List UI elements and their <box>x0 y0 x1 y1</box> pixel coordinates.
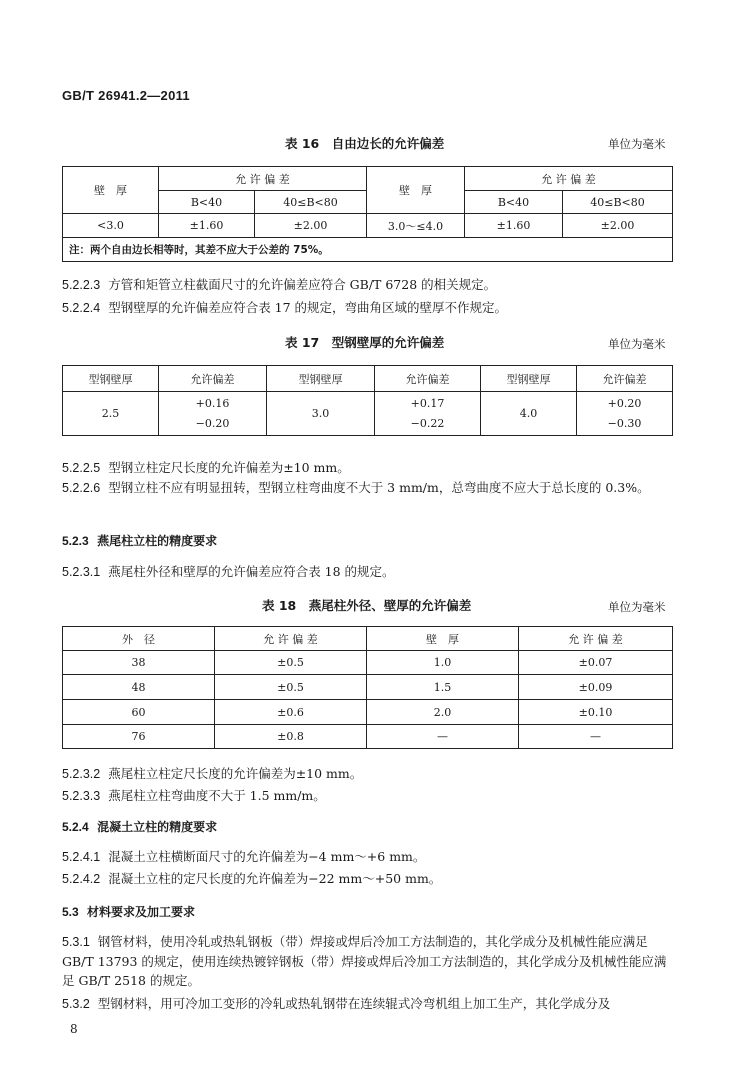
table17-dev-plus: +0.16 <box>195 396 230 410</box>
clause-5-2-2-3 <box>62 275 674 295</box>
table17-head-dev: 允许偏差 <box>375 366 481 392</box>
section-title: 材料要求及加工要求 <box>87 905 196 919</box>
table17 <box>62 365 673 436</box>
clause-text: 型钢材料，用可冷加工变形的冷轧或热轧钢带在连续辊式冷弯机组上加工生产，其化学成分及 <box>97 996 611 1011</box>
table18-cell: ±0.07 <box>519 651 673 675</box>
table16-head-dev-2: 允 许 偏 差 <box>465 167 673 191</box>
table16-cell: 3.0～≤4.0 <box>367 214 465 238</box>
clause-text: 钢管材料，使用冷轧或热轧钢板（带）焊接或焊后冷加工方法制造的，其化学成分及机械性能应满足 GB/T 13793 的规定，使用连续热镀锌钢板（带）焊接或焊后冷加工方法制造的，其化学成分及机械性能应满足 GB/T 2518 的规定。 <box>62 934 667 988</box>
table-row <box>63 700 673 725</box>
table16-head-b1-2: B<40 <box>465 191 563 214</box>
section-number: 5.3 <box>62 905 79 919</box>
clause-5-2-2-4 <box>62 298 674 318</box>
table16-cell: ±1.60 <box>465 214 563 238</box>
clause-number: 5.2.3.1 <box>62 565 101 579</box>
table18-cell: 1.0 <box>367 651 519 675</box>
clause-text: 方管和矩管立柱截面尺寸的允许偏差应符合 GB/T 6728 的相关规定。 <box>108 277 497 292</box>
section-5-2-3 <box>62 532 217 549</box>
table17-wall: 4.0 <box>481 392 577 436</box>
table16-head-wall-1: 壁 厚 <box>63 167 159 214</box>
table18-header: 允 许 偏 差 <box>519 627 673 651</box>
clause-number: 5.2.4.2 <box>62 872 101 886</box>
table18-cell: ±0.5 <box>215 675 367 700</box>
table18-cell: 2.0 <box>367 700 519 725</box>
table16-head-b1: B<40 <box>159 191 255 214</box>
table16-head-b2-2: 40≤B<80 <box>563 191 673 214</box>
clause-5-2-4-1 <box>62 847 674 867</box>
clause-text: 混凝土立柱的定尺长度的允许偏差为−22 mm～+50 mm。 <box>108 871 442 886</box>
clause-number: 5.2.2.6 <box>62 481 101 495</box>
table17-head-wall: 型钢壁厚 <box>63 366 159 392</box>
table18-cell: 1.5 <box>367 675 519 700</box>
table18-cell: ±0.8 <box>215 725 367 749</box>
table-row <box>63 725 673 749</box>
table18-cell: 48 <box>63 675 215 700</box>
section-title: 混凝土立柱的精度要求 <box>97 820 218 834</box>
table18-header: 允 许 偏 差 <box>215 627 367 651</box>
table17-dev <box>577 392 673 436</box>
table17-wall: 2.5 <box>63 392 159 436</box>
clause-number: 5.2.4.1 <box>62 850 101 864</box>
standard-header: GB/T 26941.2—2011 <box>62 88 190 103</box>
clause-5-2-3-2 <box>62 764 674 784</box>
table18-header: 壁 厚 <box>367 627 519 651</box>
table18-cell: — <box>367 725 519 749</box>
clause-number: 5.2.2.4 <box>62 301 101 315</box>
clause-text: 燕尾柱立柱定尺长度的允许偏差为±10 mm。 <box>108 766 363 781</box>
table17-wall: 3.0 <box>267 392 375 436</box>
table18-cell: ±0.5 <box>215 651 367 675</box>
table-row <box>63 675 673 700</box>
clause-text: 混凝土立柱横断面尺寸的允许偏差为−4 mm～+6 mm。 <box>108 849 426 864</box>
clause-number: 5.2.3.2 <box>62 767 101 781</box>
section-number: 5.2.4 <box>62 820 89 834</box>
table17-dev <box>159 392 267 436</box>
table17-dev-plus: +0.17 <box>410 396 445 410</box>
table18-cell: 76 <box>63 725 215 749</box>
table17-caption: 表 17 型钢壁厚的允许偏差 <box>285 335 445 350</box>
table18-cell: 38 <box>63 651 215 675</box>
clause-number: 5.2.2.5 <box>62 461 101 475</box>
table16-unit: 单位为毫米 <box>608 137 666 151</box>
table18-cell: — <box>519 725 673 749</box>
table16-caption: 表 16 自由边长的允许偏差 <box>285 136 445 151</box>
table18 <box>62 626 673 749</box>
table18-cell: ±0.10 <box>519 700 673 725</box>
section-title: 燕尾柱立柱的精度要求 <box>97 534 218 548</box>
table17-head-wall: 型钢壁厚 <box>481 366 577 392</box>
section-5-3 <box>62 903 195 920</box>
table16 <box>62 166 673 262</box>
clause-5-2-4-2 <box>62 869 674 889</box>
clause-number: 5.3.1 <box>62 935 90 949</box>
table16-head-wall-2: 壁 厚 <box>367 167 465 214</box>
clause-text: 型钢立柱不应有明显扭转，型钢立柱弯曲度不大于 3 mm/m，总弯曲度不应大于总长度的 0.3%。 <box>108 480 650 495</box>
clause-5-2-3-1 <box>62 562 674 582</box>
clause-5-2-3-3 <box>62 786 674 806</box>
table18-header: 外 径 <box>63 627 215 651</box>
table-row <box>63 651 673 675</box>
clause-text: 型钢壁厚的允许偏差应符合表 17 的规定，弯曲角区域的壁厚不作规定。 <box>108 300 508 315</box>
table16-cell: <3.0 <box>63 214 159 238</box>
clause-text: 燕尾柱外径和壁厚的允许偏差应符合表 18 的规定。 <box>108 564 395 579</box>
table17-dev-plus: +0.20 <box>607 396 642 410</box>
section-number: 5.2.3 <box>62 534 89 548</box>
clause-number: 5.3.2 <box>62 997 90 1011</box>
table16-head-b2: 40≤B<80 <box>255 191 367 214</box>
table16-cell: ±2.00 <box>563 214 673 238</box>
table17-head-wall: 型钢壁厚 <box>267 366 375 392</box>
table17-head-dev: 允许偏差 <box>577 366 673 392</box>
table17-head-dev: 允许偏差 <box>159 366 267 392</box>
table17-dev-minus: −0.20 <box>195 416 230 430</box>
table17-dev <box>375 392 481 436</box>
clause-5-2-2-6 <box>62 478 674 498</box>
table17-dev-minus: −0.30 <box>607 416 642 430</box>
clause-5-3-2 <box>62 994 674 1014</box>
page-number: 8 <box>70 1022 78 1036</box>
clause-text: 型钢立柱定尺长度的允许偏差为±10 mm。 <box>108 460 350 475</box>
table16-cell: ±2.00 <box>255 214 367 238</box>
table16-cell: ±1.60 <box>159 214 255 238</box>
table18-cell: ±0.09 <box>519 675 673 700</box>
table16-head-dev-1: 允 许 偏 差 <box>159 167 367 191</box>
table18-unit: 单位为毫米 <box>608 600 666 614</box>
clause-number: 5.2.3.3 <box>62 789 101 803</box>
clause-5-2-2-5 <box>62 458 674 478</box>
table18-caption: 表 18 燕尾柱外径、壁厚的允许偏差 <box>262 598 472 613</box>
clause-text: 燕尾柱立柱弯曲度不大于 1.5 mm/m。 <box>108 788 326 803</box>
clause-number: 5.2.2.3 <box>62 278 101 292</box>
table16-note: 注：两个自由边长相等时，其差不应大于公差的 75%。 <box>63 238 673 262</box>
table18-cell: ±0.6 <box>215 700 367 725</box>
table17-dev-minus: −0.22 <box>410 416 445 430</box>
table17-unit: 单位为毫米 <box>608 337 666 351</box>
section-5-2-4 <box>62 818 217 835</box>
table18-cell: 60 <box>63 700 215 725</box>
clause-5-3-1 <box>62 932 674 990</box>
